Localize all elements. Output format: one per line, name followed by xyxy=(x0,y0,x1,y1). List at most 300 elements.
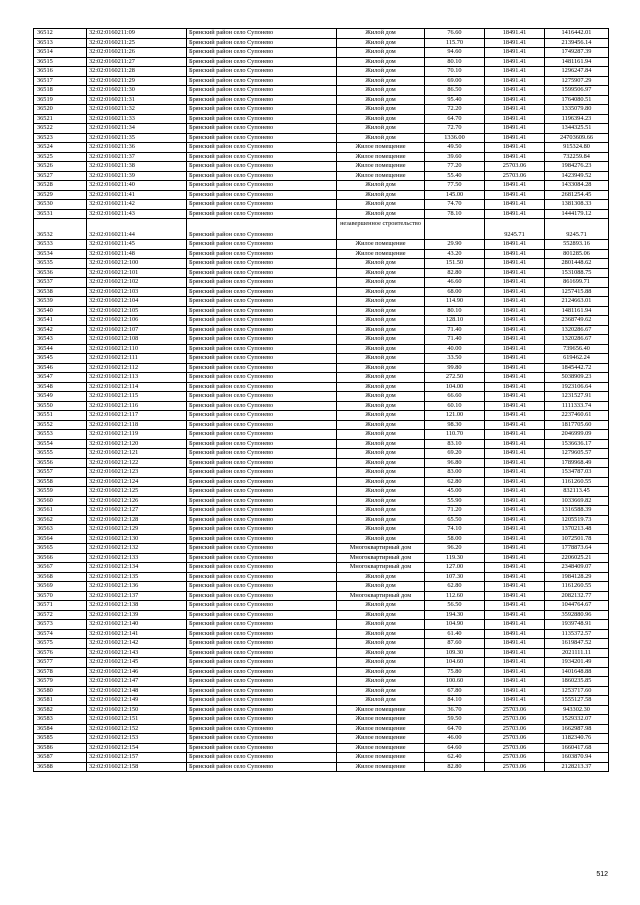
object-type-cell: Жилой дом xyxy=(337,601,425,611)
table-row xyxy=(34,553,609,563)
cadastral-number-cell: 32:02:0160212:110 xyxy=(87,344,187,354)
cadastral-number-cell: 32:02:0160211:25 xyxy=(87,38,187,48)
rate-cell: 18491.41 xyxy=(485,209,545,219)
cadastral-value-cell: 1923106.64 xyxy=(545,382,609,392)
table-row xyxy=(34,57,609,67)
area-cell: 76.60 xyxy=(425,29,485,39)
cadastral-value-cell: 1381308.33 xyxy=(545,200,609,210)
object-type-cell: Жилой дом xyxy=(337,620,425,630)
object-type-cell: Жилой дом xyxy=(337,133,425,143)
row-number-cell: 36582 xyxy=(34,705,87,715)
cadastral-value-cell: 1320286.67 xyxy=(545,325,609,335)
object-type-cell: Жилой дом xyxy=(337,67,425,77)
cadastral-value-cell: 1161260.55 xyxy=(545,477,609,487)
object-type-cell: Жилой дом xyxy=(337,354,425,364)
rate-cell: 18491.41 xyxy=(485,553,545,563)
cadastral-number-cell: 32:02:0160212:127 xyxy=(87,506,187,516)
rate-cell: 18491.41 xyxy=(485,610,545,620)
address-cell: Брянский район село Супонево xyxy=(187,249,337,259)
cadastral-value-cell: 2206025.21 xyxy=(545,553,609,563)
area-cell: 145.00 xyxy=(425,190,485,200)
object-type-cell: Многоквартирный дом xyxy=(337,591,425,601)
table-row xyxy=(34,753,609,763)
cadastral-value-cell: 9245.71 xyxy=(545,219,609,240)
row-number-cell: 36555 xyxy=(34,449,87,459)
object-type-cell: Жилой дом xyxy=(337,344,425,354)
cadastral-number-cell: 32:02:0160211:40 xyxy=(87,181,187,191)
cadastral-number-cell: 32:02:0160211:41 xyxy=(87,190,187,200)
address-cell: Брянский район село Супонево xyxy=(187,392,337,402)
address-cell: Брянский район село Супонево xyxy=(187,724,337,734)
cadastral-number-cell: 32:02:0160212:118 xyxy=(87,420,187,430)
table-row xyxy=(34,715,609,725)
row-number-cell: 36514 xyxy=(34,48,87,58)
area-cell: 87.60 xyxy=(425,639,485,649)
address-cell: Брянский район село Супонево xyxy=(187,344,337,354)
area-cell: 104.90 xyxy=(425,620,485,630)
cadastral-value-cell: 1433084.28 xyxy=(545,181,609,191)
table-row xyxy=(34,401,609,411)
area-cell: 69.00 xyxy=(425,76,485,86)
cadastral-number-cell: 32:02:0160212:125 xyxy=(87,487,187,497)
object-type-cell: Жилой дом xyxy=(337,572,425,582)
object-type-cell: Жилой дом xyxy=(337,95,425,105)
rate-cell: 18491.41 xyxy=(485,667,545,677)
area-cell: 29.90 xyxy=(425,240,485,250)
table-row xyxy=(34,335,609,345)
cadastral-value-cell: 1253717.60 xyxy=(545,686,609,696)
table-row xyxy=(34,249,609,259)
cadastral-number-cell: 32:02:0160212:104 xyxy=(87,297,187,307)
area-cell: 99.80 xyxy=(425,363,485,373)
area-cell: 69.20 xyxy=(425,449,485,459)
area-cell: 62.80 xyxy=(425,477,485,487)
cadastral-value-cell: 1423949.52 xyxy=(545,171,609,181)
rate-cell: 18491.41 xyxy=(485,496,545,506)
address-cell: Брянский район село Супонево xyxy=(187,715,337,725)
area-cell: 96.80 xyxy=(425,458,485,468)
table-row xyxy=(34,686,609,696)
area-cell: 104.60 xyxy=(425,658,485,668)
rate-cell: 18491.41 xyxy=(485,411,545,421)
table-row xyxy=(34,133,609,143)
row-number-cell: 36552 xyxy=(34,420,87,430)
table-row xyxy=(34,525,609,535)
table-row xyxy=(34,610,609,620)
area-cell: 82.80 xyxy=(425,268,485,278)
table-row xyxy=(34,354,609,364)
object-type-cell: Жилое помещение xyxy=(337,143,425,153)
cadastral-value-cell: 2348409.07 xyxy=(545,563,609,573)
area-cell: 71.20 xyxy=(425,506,485,516)
cadastral-value-cell: 1344325.51 xyxy=(545,124,609,134)
table-row xyxy=(34,171,609,181)
row-number-cell: 36528 xyxy=(34,181,87,191)
row-number-cell: 36568 xyxy=(34,572,87,582)
object-type-cell: Жилой дом xyxy=(337,38,425,48)
address-cell: Брянский район село Супонево xyxy=(187,591,337,601)
row-number-cell: 36543 xyxy=(34,335,87,345)
table-row xyxy=(34,105,609,115)
row-number-cell: 36519 xyxy=(34,95,87,105)
cadastral-value-cell: 732259.84 xyxy=(545,152,609,162)
cadastral-number-cell: 32:02:0160211:29 xyxy=(87,76,187,86)
object-type-cell: Жилой дом xyxy=(337,667,425,677)
cadastral-number-cell: 32:02:0160211:31 xyxy=(87,95,187,105)
area-cell: 59.50 xyxy=(425,715,485,725)
row-number-cell: 36583 xyxy=(34,715,87,725)
table-body xyxy=(34,29,609,772)
rate-cell: 18491.41 xyxy=(485,449,545,459)
rate-cell: 18491.41 xyxy=(485,382,545,392)
object-type-cell: Жилой дом xyxy=(337,696,425,706)
cadastral-number-cell: 32:02:0160212:129 xyxy=(87,525,187,535)
address-cell: Брянский район село Супонево xyxy=(187,316,337,326)
rate-cell: 18491.41 xyxy=(485,57,545,67)
address-cell: Брянский район село Супонево xyxy=(187,171,337,181)
object-type-cell: Жилое помещение xyxy=(337,715,425,725)
row-number-cell: 36569 xyxy=(34,582,87,592)
table-row xyxy=(34,67,609,77)
rate-cell: 18491.41 xyxy=(485,439,545,449)
address-cell: Брянский район село Супонево xyxy=(187,610,337,620)
address-cell: Брянский район село Супонево xyxy=(187,572,337,582)
area-cell: 64.70 xyxy=(425,114,485,124)
rate-cell: 18491.41 xyxy=(485,190,545,200)
table-row xyxy=(34,449,609,459)
area-cell: 121.00 xyxy=(425,411,485,421)
area-cell: 61.40 xyxy=(425,629,485,639)
row-number-cell: 36550 xyxy=(34,401,87,411)
table-row xyxy=(34,95,609,105)
row-number-cell: 36577 xyxy=(34,658,87,668)
address-cell: Брянский район село Супонево xyxy=(187,468,337,478)
rate-cell: 18491.41 xyxy=(485,240,545,250)
address-cell: Брянский район село Супонево xyxy=(187,411,337,421)
cadastral-number-cell: 32:02:0160212:115 xyxy=(87,392,187,402)
row-number-cell: 36548 xyxy=(34,382,87,392)
area-cell: 75.80 xyxy=(425,667,485,677)
object-type-cell: Многоквартирный дом xyxy=(337,544,425,554)
rate-cell: 18491.41 xyxy=(485,458,545,468)
cadastral-value-cell: 1205519.73 xyxy=(545,515,609,525)
row-number-cell: 36560 xyxy=(34,496,87,506)
object-type-cell: Жилой дом xyxy=(337,316,425,326)
cadastral-number-cell: 32:02:0160212:134 xyxy=(87,563,187,573)
cadastral-value-cell: 1534787.03 xyxy=(545,468,609,478)
object-type-cell: Жилой дом xyxy=(337,506,425,516)
table-row xyxy=(34,287,609,297)
cadastral-value-cell: 1749287.39 xyxy=(545,48,609,58)
cadastral-number-cell: 32:02:0160211:32 xyxy=(87,105,187,115)
cadastral-value-cell: 915324.80 xyxy=(545,143,609,153)
address-cell: Брянский район село Супонево xyxy=(187,335,337,345)
cadastral-number-cell: 32:02:0160211:43 xyxy=(87,209,187,219)
object-type-cell: Жилое помещение xyxy=(337,240,425,250)
rate-cell: 18491.41 xyxy=(485,572,545,582)
cadastral-value-cell: 1860235.85 xyxy=(545,677,609,687)
object-type-cell: Жилое помещение xyxy=(337,724,425,734)
cadastral-number-cell: 32:02:0160212:113 xyxy=(87,373,187,383)
cadastral-value-cell: 2021111.11 xyxy=(545,648,609,658)
address-cell: Брянский район село Супонево xyxy=(187,259,337,269)
object-type-cell: Жилое помещение xyxy=(337,152,425,162)
table-row xyxy=(34,534,609,544)
object-type-cell: Жилой дом xyxy=(337,76,425,86)
cadastral-number-cell: 32:02:0160211:30 xyxy=(87,86,187,96)
area-cell: 46.60 xyxy=(425,278,485,288)
cadastral-number-cell: 32:02:0160211:33 xyxy=(87,114,187,124)
row-number-cell: 36579 xyxy=(34,677,87,687)
cadastral-number-cell: 32:02:0160211:38 xyxy=(87,162,187,172)
address-cell: Брянский район село Супонево xyxy=(187,162,337,172)
cadastral-value-cell: 1231527.91 xyxy=(545,392,609,402)
cadastral-value-cell: 1603870.94 xyxy=(545,753,609,763)
cadastral-number-cell: 32:02:0160212:105 xyxy=(87,306,187,316)
area-cell: 96.20 xyxy=(425,544,485,554)
address-cell: Брянский район село Супонево xyxy=(187,76,337,86)
object-type-cell: Жилой дом xyxy=(337,629,425,639)
object-type-cell: Жилой дом xyxy=(337,259,425,269)
table-row xyxy=(34,743,609,753)
row-number-cell: 36588 xyxy=(34,762,87,772)
area-cell: 107.30 xyxy=(425,572,485,582)
row-number-cell: 36575 xyxy=(34,639,87,649)
address-cell: Брянский район село Супонево xyxy=(187,152,337,162)
rate-cell: 25703.06 xyxy=(485,734,545,744)
row-number-cell: 36523 xyxy=(34,133,87,143)
cadastral-value-cell: 2128213.37 xyxy=(545,762,609,772)
cadastral-number-cell: 32:02:0160212:122 xyxy=(87,458,187,468)
area-cell: 55.40 xyxy=(425,171,485,181)
area-cell: 110.70 xyxy=(425,430,485,440)
rate-cell: 18491.41 xyxy=(485,86,545,96)
cadastral-value-cell: 1536636.17 xyxy=(545,439,609,449)
cadastral-value-cell: 2082132.77 xyxy=(545,591,609,601)
table-row xyxy=(34,430,609,440)
cadastral-value-cell: 1182340.76 xyxy=(545,734,609,744)
table-row xyxy=(34,152,609,162)
row-number-cell: 36521 xyxy=(34,114,87,124)
row-number-cell: 36584 xyxy=(34,724,87,734)
address-cell: Брянский район село Супонево xyxy=(187,57,337,67)
cadastral-value-cell: 1161260.55 xyxy=(545,582,609,592)
object-type-cell: Жилой дом xyxy=(337,477,425,487)
address-cell: Брянский район село Супонево xyxy=(187,601,337,611)
address-cell: Брянский район село Супонево xyxy=(187,67,337,77)
cadastral-value-cell: 1370213.48 xyxy=(545,525,609,535)
cadastral-number-cell: 32:02:0160212:121 xyxy=(87,449,187,459)
rate-cell: 25703.06 xyxy=(485,705,545,715)
table-row xyxy=(34,696,609,706)
cadastral-value-cell: 1279605.57 xyxy=(545,449,609,459)
table-row xyxy=(34,487,609,497)
cadastral-value-cell: 2046999.09 xyxy=(545,430,609,440)
cadastral-value-cell: 1044764.67 xyxy=(545,601,609,611)
address-cell: Брянский район село Супонево xyxy=(187,143,337,153)
address-cell: Брянский район село Супонево xyxy=(187,354,337,364)
rate-cell: 25703.06 xyxy=(485,171,545,181)
address-cell: Брянский район село Супонево xyxy=(187,86,337,96)
table-row xyxy=(34,563,609,573)
row-number-cell: 36565 xyxy=(34,544,87,554)
table-row xyxy=(34,677,609,687)
area-cell: 109.30 xyxy=(425,648,485,658)
row-number-cell: 36530 xyxy=(34,200,87,210)
area-cell: 86.50 xyxy=(425,86,485,96)
table-row xyxy=(34,477,609,487)
rate-cell: 18491.41 xyxy=(485,591,545,601)
rate-cell: 18491.41 xyxy=(485,152,545,162)
object-type-cell: Жилой дом xyxy=(337,114,425,124)
rate-cell: 18491.41 xyxy=(485,487,545,497)
row-number-cell: 36572 xyxy=(34,610,87,620)
rate-cell: 9245.71 xyxy=(485,219,545,240)
cadastral-value-cell: 1599506.97 xyxy=(545,86,609,96)
table-row xyxy=(34,639,609,649)
cadastral-number-cell: 32:02:0160211:34 xyxy=(87,124,187,134)
row-number-cell: 36539 xyxy=(34,297,87,307)
cadastral-value-cell: 1257415.88 xyxy=(545,287,609,297)
address-cell: Брянский район село Супонево xyxy=(187,105,337,115)
rate-cell: 18491.41 xyxy=(485,629,545,639)
address-cell: Брянский район село Супонево xyxy=(187,553,337,563)
object-type-cell: Жилой дом xyxy=(337,648,425,658)
row-number-cell: 36571 xyxy=(34,601,87,611)
area-cell: 39.60 xyxy=(425,152,485,162)
address-cell: Брянский район село Супонево xyxy=(187,200,337,210)
area-cell: 62.80 xyxy=(425,582,485,592)
address-cell: Брянский район село Супонево xyxy=(187,734,337,744)
table-row xyxy=(34,506,609,516)
object-type-cell: Жилой дом xyxy=(337,363,425,373)
row-number-cell: 36529 xyxy=(34,190,87,200)
area-cell: 46.00 xyxy=(425,734,485,744)
cadastral-number-cell: 32:02:0160211:42 xyxy=(87,200,187,210)
cadastral-number-cell: 32:02:0160212:106 xyxy=(87,316,187,326)
address-cell: Брянский район село Супонево xyxy=(187,363,337,373)
address-cell: Брянский район село Супонево xyxy=(187,297,337,307)
cadastral-number-cell: 32:02:0160211:09 xyxy=(87,29,187,39)
area-cell: 100.60 xyxy=(425,677,485,687)
cadastral-number-cell: 32:02:0160211:45 xyxy=(87,240,187,250)
address-cell: Брянский район село Супонево xyxy=(187,287,337,297)
area-cell xyxy=(425,219,485,240)
cadastral-value-cell: 2368749.62 xyxy=(545,316,609,326)
cadastral-value-cell: 1275907.29 xyxy=(545,76,609,86)
object-type-cell: Жилой дом xyxy=(337,468,425,478)
rate-cell: 18491.41 xyxy=(485,325,545,335)
rate-cell: 18491.41 xyxy=(485,392,545,402)
row-number-cell: 36564 xyxy=(34,534,87,544)
page-number: 512 xyxy=(596,871,608,878)
cadastral-value-cell: 1619847.52 xyxy=(545,639,609,649)
rate-cell: 18491.41 xyxy=(485,420,545,430)
row-number-cell: 36535 xyxy=(34,259,87,269)
address-cell: Брянский район село Супонево xyxy=(187,639,337,649)
cadastral-value-cell: 5038909.23 xyxy=(545,373,609,383)
address-cell: Брянский район село Супонево xyxy=(187,95,337,105)
address-cell: Брянский район село Супонево xyxy=(187,190,337,200)
object-type-cell: Жилой дом xyxy=(337,582,425,592)
area-cell: 68.00 xyxy=(425,287,485,297)
address-cell: Брянский район село Супонево xyxy=(187,525,337,535)
cadastral-number-cell: 32:02:0160212:100 xyxy=(87,259,187,269)
rate-cell: 18491.41 xyxy=(485,534,545,544)
object-type-cell: Жилой дом xyxy=(337,190,425,200)
object-type-cell: Жилой дом xyxy=(337,534,425,544)
cadastral-number-cell: 32:02:0160211:39 xyxy=(87,171,187,181)
object-type-cell: Жилой дом xyxy=(337,515,425,525)
table-row xyxy=(34,344,609,354)
address-cell: Брянский район село Супонево xyxy=(187,458,337,468)
address-cell: Брянский район село Супонево xyxy=(187,325,337,335)
cadastral-value-cell: 2681254.45 xyxy=(545,190,609,200)
area-cell: 72.20 xyxy=(425,105,485,115)
rate-cell: 18491.41 xyxy=(485,373,545,383)
cadastral-number-cell: 32:02:0160212:107 xyxy=(87,325,187,335)
cadastral-number-cell: 32:02:0160212:123 xyxy=(87,468,187,478)
rate-cell: 18491.41 xyxy=(485,601,545,611)
address-cell: Брянский район село Супонево xyxy=(187,449,337,459)
address-cell: Брянский район село Супонево xyxy=(187,487,337,497)
address-cell: Брянский район село Супонево xyxy=(187,420,337,430)
table-row xyxy=(34,601,609,611)
cadastral-number-cell: 32:02:0160212:119 xyxy=(87,430,187,440)
address-cell: Брянский район село Супонево xyxy=(187,29,337,39)
object-type-cell: Жилой дом xyxy=(337,200,425,210)
address-cell: Брянский район село Супонево xyxy=(187,209,337,219)
cadastral-number-cell: 32:02:0160211:36 xyxy=(87,143,187,153)
table-row xyxy=(34,306,609,316)
cadastral-number-cell: 32:02:0160212:101 xyxy=(87,268,187,278)
area-cell: 78.10 xyxy=(425,209,485,219)
table-row xyxy=(34,411,609,421)
area-cell: 43.20 xyxy=(425,249,485,259)
table-row xyxy=(34,515,609,525)
row-number-cell: 36567 xyxy=(34,563,87,573)
object-type-cell: Жилой дом xyxy=(337,335,425,345)
cadastral-number-cell: 32:02:0160212:130 xyxy=(87,534,187,544)
area-cell: 119.30 xyxy=(425,553,485,563)
address-cell: Брянский район село Супонево xyxy=(187,563,337,573)
address-cell: Брянский район село Супонево xyxy=(187,48,337,58)
cadastral-value-cell: 1778873.64 xyxy=(545,544,609,554)
rate-cell: 18491.41 xyxy=(485,582,545,592)
cadastral-value-cell: 1320286.67 xyxy=(545,335,609,345)
rate-cell: 18491.41 xyxy=(485,344,545,354)
table-row xyxy=(34,297,609,307)
table-row xyxy=(34,240,609,250)
table-row xyxy=(34,162,609,172)
row-number-cell: 36586 xyxy=(34,743,87,753)
cadastral-number-cell: 32:02:0160212:102 xyxy=(87,278,187,288)
cadastral-value-cell: 1529332.07 xyxy=(545,715,609,725)
object-type-cell: Жилой дом xyxy=(337,411,425,421)
row-number-cell: 36580 xyxy=(34,686,87,696)
cadastral-number-cell: 32:02:0160212:120 xyxy=(87,439,187,449)
cadastral-number-cell: 32:02:0160212:114 xyxy=(87,382,187,392)
area-cell: 64.70 xyxy=(425,724,485,734)
cadastral-value-cell: 1401648.88 xyxy=(545,667,609,677)
cadastral-number-cell: 32:02:0160212:141 xyxy=(87,629,187,639)
row-number-cell: 36553 xyxy=(34,430,87,440)
object-type-cell: Жилой дом xyxy=(337,29,425,39)
address-cell: Брянский район село Супонево xyxy=(187,544,337,554)
cadastral-value-cell: 2139456.14 xyxy=(545,38,609,48)
cadastral-value-cell: 1555127.58 xyxy=(545,696,609,706)
rate-cell: 25703.06 xyxy=(485,162,545,172)
